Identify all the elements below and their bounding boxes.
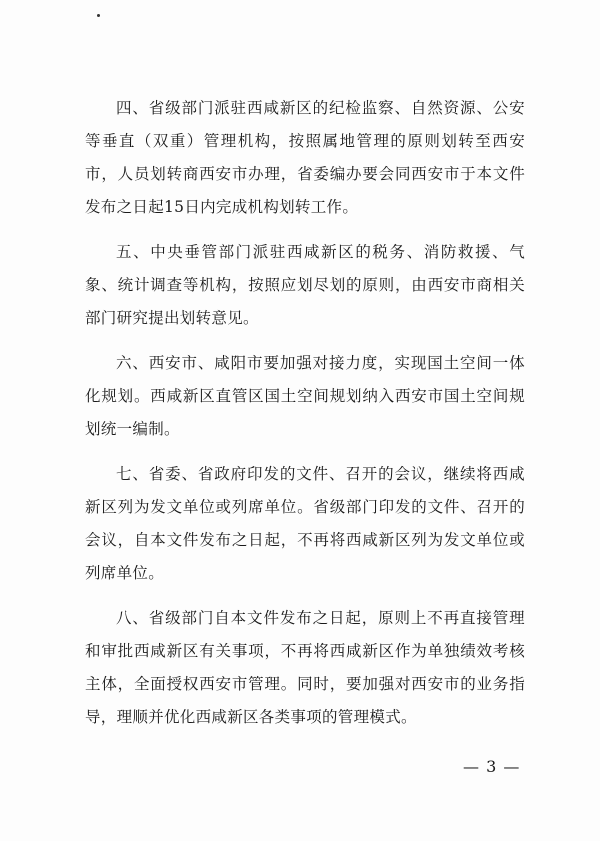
scan-mark xyxy=(97,14,100,17)
paragraph-4: 四、省级部门派驻西咸新区的纪检监察、自然资源、公安等垂直（双重）管理机构，按照属地管理的原则划转至西安市，人员划转商西安市办理，省委编办要会同西安市于本文件发布之日起15日内完成机构划转工作。 xyxy=(85,99,525,216)
document-body xyxy=(85,92,525,746)
paragraph-5: 五、中央垂管部门派驻西咸新区的税务、消防救援、气象、统计调查等机构，按照应划尽划的原则，由西安市商相关部门研究提出划转意见。 xyxy=(85,243,525,327)
paragraph-8: 八、省级部门自本文件发布之日起，原则上不再直接管理和审批西咸新区有关事项，不再将西咸新区作为单独绩效考核主体，全面授权西安市管理。同时，要加强对西安市的业务指导，理顺并优化西咸新区各类事项的管理模式。 xyxy=(85,609,525,726)
page-number: — 3 — xyxy=(463,757,521,776)
paragraph-7: 七、省委、省政府印发的文件、召开的会议，继续将西咸新区列为发文单位或列席单位。省级部门印发的文件、召开的会议，自本文件发布之日起，不再将西咸新区列为发文单位或列席单位。 xyxy=(85,465,525,582)
paragraph-6: 六、西安市、咸阳市要加强对接力度，实现国土空间一体化规划。西咸新区直管区国土空间规划纳入西安市国土空间规划统一编制。 xyxy=(85,354,525,438)
